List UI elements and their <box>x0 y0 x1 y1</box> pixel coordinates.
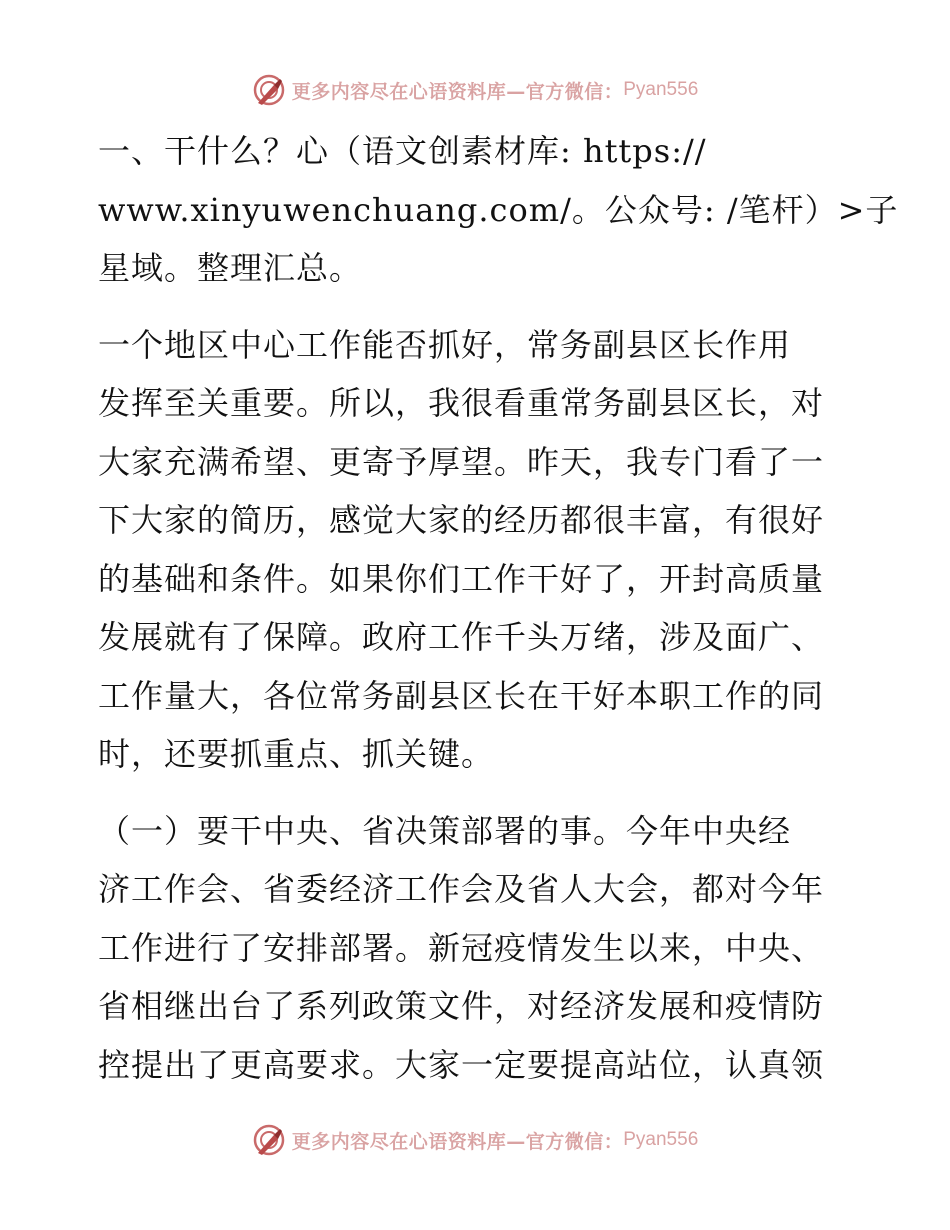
text-line: 发展就有了保障。政府工作千头万绪，涉及面广、 <box>98 618 825 656</box>
paragraph-1 <box>98 122 899 298</box>
footer-banner-text: 更多内容尽在心语资料库—官方微信： <box>291 1130 624 1153</box>
text-line: （一）要干中央、省决策部署的事。今年中央经 <box>98 811 792 850</box>
text-line: 发挥至关重要。所以，我很看重常务副县区长，对 <box>98 384 825 422</box>
paragraph-gap <box>98 298 858 316</box>
text-line: 下大家的简历，感觉大家的经历都很丰富，有很好 <box>98 501 825 539</box>
text-line: 大家充满希望、更寄予厚望。昨天，我专门看了一 <box>98 442 825 481</box>
text-line: 控提出了更高要求。大家一定要提高站位，认真领 <box>98 1045 825 1084</box>
paragraph-gap <box>98 784 858 802</box>
text-line: 省相继出台了系列政策文件，对经济发展和疫情防 <box>98 987 825 1025</box>
pen-logo-icon <box>252 73 286 107</box>
paragraph-2 <box>98 316 858 784</box>
text-line: 工作进行了安排部署。新冠疫情发生以来，中央、 <box>98 928 825 967</box>
footer-watermark-banner <box>0 1120 950 1160</box>
header-watermark-banner <box>0 70 950 110</box>
text-line: 一、干什么？心（语文创素材库: https:// <box>98 132 707 170</box>
text-line: 济工作会、省委经济工作会及省人大会，都对今年 <box>98 870 825 908</box>
text-line: 时，还要抓重点、抓关键。 <box>98 735 495 773</box>
text-line: 的基础和条件。如果你们工作干好了，开封高质量 <box>98 559 825 598</box>
text-line: 工作量大，各位常务副县区长在干好本职工作的同 <box>98 676 825 715</box>
document-body <box>98 122 899 1094</box>
header-banner-text: 更多内容尽在心语资料库—官方微信： <box>291 80 624 103</box>
pen-logo-icon <box>252 1123 286 1157</box>
text-line: 一个地区中心工作能否抓好，常务副县区长作用 <box>98 325 792 364</box>
text-line: 星域。整理汇总。 <box>98 249 363 287</box>
text-line: www.xinyuwenchuang.com/。公众号: /笔杆）>子 <box>98 190 899 229</box>
header-banner-wechat-id: Pyan556 <box>623 79 699 100</box>
paragraph-3 <box>98 802 858 1095</box>
footer-banner-wechat-id: Pyan556 <box>623 1129 699 1150</box>
